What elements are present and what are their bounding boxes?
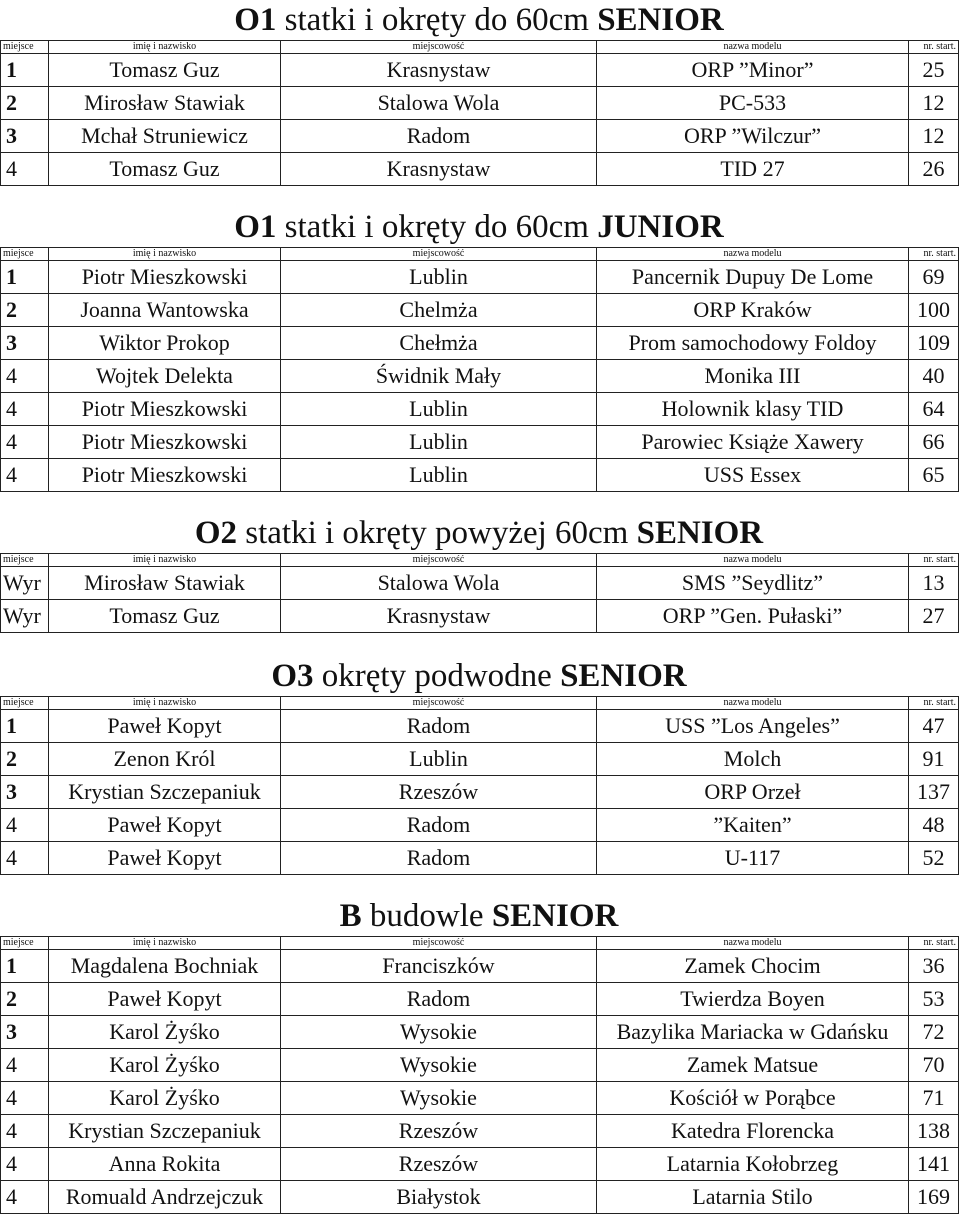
cell-city: Wysokie [281, 1016, 597, 1049]
table-row [1, 1049, 959, 1082]
section-code: B [339, 898, 362, 934]
cell-city: Krasnystaw [281, 153, 597, 186]
cell-city: Lublin [281, 393, 597, 426]
table-row [1, 950, 959, 983]
cell-place: 1 [1, 54, 49, 87]
results-table [0, 936, 959, 1214]
cell-nr: 47 [909, 710, 959, 743]
cell-model: SMS ”Seydlitz” [597, 567, 909, 600]
cell-model: Latarnia Stilo [597, 1181, 909, 1214]
table-row [1, 120, 959, 153]
cell-place: 2 [1, 87, 49, 120]
cell-name: Karol Żyśko [49, 1016, 281, 1049]
header-model: nazwa modelu [597, 937, 909, 950]
header-nr: nr. start. [909, 554, 959, 567]
table-row [1, 743, 959, 776]
cell-model: Holownik klasy TID [597, 393, 909, 426]
cell-city: Białystok [281, 1181, 597, 1214]
section-category: JUNIOR [597, 209, 724, 245]
cell-city: Rzeszów [281, 1115, 597, 1148]
cell-place: 4 [1, 1148, 49, 1181]
cell-nr: 13 [909, 567, 959, 600]
cell-name: Tomasz Guz [49, 54, 281, 87]
section-desc: statki i okręty do 60cm [284, 2, 589, 38]
header-model: nazwa modelu [597, 697, 909, 710]
table-header [1, 697, 959, 710]
cell-name: Tomasz Guz [49, 600, 281, 633]
cell-nr: 141 [909, 1148, 959, 1181]
cell-model: ORP Orzeł [597, 776, 909, 809]
cell-name: Wojtek Delekta [49, 360, 281, 393]
cell-place: 2 [1, 294, 49, 327]
cell-name: Karol Żyśko [49, 1082, 281, 1115]
cell-nr: 169 [909, 1181, 959, 1214]
cell-name: Piotr Mieszkowski [49, 426, 281, 459]
cell-city: Świdnik Mały [281, 360, 597, 393]
table-header [1, 41, 959, 54]
cell-city: Krasnystaw [281, 600, 597, 633]
cell-nr: 70 [909, 1049, 959, 1082]
cell-city: Krasnystaw [281, 54, 597, 87]
header-nr: nr. start. [909, 41, 959, 54]
cell-model: Prom samochodowy Foldoy [597, 327, 909, 360]
cell-name: Piotr Mieszkowski [49, 459, 281, 492]
table-header [1, 937, 959, 950]
cell-model: Zamek Chocim [597, 950, 909, 983]
cell-city: Radom [281, 710, 597, 743]
cell-name: Mirosław Stawiak [49, 87, 281, 120]
table-row [1, 776, 959, 809]
section-o2-senior [0, 513, 958, 633]
table-row [1, 1115, 959, 1148]
section-title [0, 513, 958, 553]
cell-model: Parowiec Książe Xawery [597, 426, 909, 459]
section-code: O2 [194, 515, 238, 551]
table-header [1, 248, 959, 261]
section-o3-senior [0, 656, 958, 875]
header-name: imię i nazwisko [49, 41, 281, 54]
section-b-senior [0, 896, 958, 1214]
cell-city: Lublin [281, 261, 597, 294]
cell-nr: 48 [909, 809, 959, 842]
cell-place: 2 [1, 983, 49, 1016]
cell-name: Mirosław Stawiak [49, 567, 281, 600]
cell-city: Chełmża [281, 327, 597, 360]
cell-place: 1 [1, 710, 49, 743]
cell-city: Rzeszów [281, 1148, 597, 1181]
cell-place: 1 [1, 950, 49, 983]
cell-model: ORP Kraków [597, 294, 909, 327]
table-row [1, 600, 959, 633]
table-row [1, 1016, 959, 1049]
cell-model: USS Essex [597, 459, 909, 492]
cell-nr: 36 [909, 950, 959, 983]
table-row [1, 87, 959, 120]
cell-nr: 64 [909, 393, 959, 426]
cell-place: 4 [1, 1082, 49, 1115]
cell-name: Mchał Struniewicz [49, 120, 281, 153]
header-place: miejsce [1, 697, 49, 710]
header-city: miejscowość [281, 554, 597, 567]
header-nr: nr. start. [909, 248, 959, 261]
cell-place: 4 [1, 1049, 49, 1082]
cell-nr: 53 [909, 983, 959, 1016]
section-desc: statki i okręty do 60cm [284, 209, 589, 245]
cell-model: Bazylika Mariacka w Gdańsku [597, 1016, 909, 1049]
section-o1-senior [0, 0, 958, 186]
header-name: imię i nazwisko [49, 937, 281, 950]
cell-model: Katedra Florencka [597, 1115, 909, 1148]
cell-model: Molch [597, 743, 909, 776]
cell-nr: 91 [909, 743, 959, 776]
cell-place: 3 [1, 776, 49, 809]
cell-place: 4 [1, 1115, 49, 1148]
cell-place: 2 [1, 743, 49, 776]
table-row [1, 567, 959, 600]
cell-model: Monika III [597, 360, 909, 393]
cell-nr: 69 [909, 261, 959, 294]
table-row [1, 426, 959, 459]
cell-name: Krystian Szczepaniuk [49, 776, 281, 809]
cell-city: Chelmża [281, 294, 597, 327]
table-row [1, 983, 959, 1016]
cell-place: 3 [1, 1016, 49, 1049]
cell-nr: 40 [909, 360, 959, 393]
section-title [0, 207, 958, 247]
cell-nr: 65 [909, 459, 959, 492]
header-city: miejscowość [281, 937, 597, 950]
cell-city: Radom [281, 983, 597, 1016]
cell-name: Romuald Andrzejczuk [49, 1181, 281, 1214]
cell-city: Wysokie [281, 1049, 597, 1082]
results-table [0, 553, 959, 633]
cell-model: ORP ”Gen. Pułaski” [597, 600, 909, 633]
results-table [0, 40, 959, 186]
section-code: O1 [234, 209, 277, 245]
cell-place: Wyr [1, 567, 49, 600]
header-place: miejsce [1, 554, 49, 567]
cell-name: Magdalena Bochniak [49, 950, 281, 983]
cell-nr: 138 [909, 1115, 959, 1148]
cell-city: Franciszków [281, 950, 597, 983]
section-category: SENIOR [636, 515, 764, 551]
section-code: O1 [234, 2, 277, 38]
header-model: nazwa modelu [597, 41, 909, 54]
cell-name: Paweł Kopyt [49, 710, 281, 743]
cell-nr: 12 [909, 87, 959, 120]
cell-city: Lublin [281, 459, 597, 492]
table-row [1, 261, 959, 294]
header-city: miejscowość [281, 41, 597, 54]
cell-name: Paweł Kopyt [49, 809, 281, 842]
cell-city: Lublin [281, 743, 597, 776]
header-place: miejsce [1, 41, 49, 54]
cell-name: Piotr Mieszkowski [49, 261, 281, 294]
cell-nr: 71 [909, 1082, 959, 1115]
cell-nr: 100 [909, 294, 959, 327]
header-model: nazwa modelu [597, 248, 909, 261]
cell-name: Zenon Król [49, 743, 281, 776]
cell-model: USS ”Los Angeles” [597, 710, 909, 743]
header-name: imię i nazwisko [49, 248, 281, 261]
cell-nr: 66 [909, 426, 959, 459]
cell-name: Anna Rokita [49, 1148, 281, 1181]
table-row [1, 393, 959, 426]
header-nr: nr. start. [909, 697, 959, 710]
cell-nr: 27 [909, 600, 959, 633]
section-category: SENIOR [597, 2, 724, 38]
table-row [1, 360, 959, 393]
cell-place: Wyr [1, 600, 49, 633]
table-row [1, 153, 959, 186]
cell-model: ORP ”Wilczur” [597, 120, 909, 153]
cell-name: Tomasz Guz [49, 153, 281, 186]
cell-city: Stalowa Wola [281, 567, 597, 600]
table-row [1, 1181, 959, 1214]
cell-model: Latarnia Kołobrzeg [597, 1148, 909, 1181]
table-row [1, 1082, 959, 1115]
cell-city: Radom [281, 120, 597, 153]
table-row [1, 54, 959, 87]
results-table [0, 696, 959, 875]
table-row [1, 327, 959, 360]
cell-name: Paweł Kopyt [49, 983, 281, 1016]
cell-place: 4 [1, 842, 49, 875]
cell-city: Lublin [281, 426, 597, 459]
cell-place: 4 [1, 459, 49, 492]
header-name: imię i nazwisko [49, 554, 281, 567]
header-model: nazwa modelu [597, 554, 909, 567]
cell-name: Wiktor Prokop [49, 327, 281, 360]
section-title [0, 0, 958, 40]
header-city: miejscowość [281, 248, 597, 261]
section-category: SENIOR [560, 658, 687, 694]
results-table [0, 247, 959, 492]
section-code: O3 [271, 658, 314, 694]
cell-name: Karol Żyśko [49, 1049, 281, 1082]
cell-model: U-117 [597, 842, 909, 875]
cell-nr: 25 [909, 54, 959, 87]
table-row [1, 842, 959, 875]
cell-place: 4 [1, 393, 49, 426]
section-o1-junior [0, 207, 958, 492]
cell-city: Rzeszów [281, 776, 597, 809]
header-place: miejsce [1, 248, 49, 261]
cell-name: Piotr Mieszkowski [49, 393, 281, 426]
cell-place: 3 [1, 120, 49, 153]
cell-model: TID 27 [597, 153, 909, 186]
cell-nr: 52 [909, 842, 959, 875]
cell-model: Twierdza Boyen [597, 983, 909, 1016]
cell-nr: 26 [909, 153, 959, 186]
cell-model: Zamek Matsue [597, 1049, 909, 1082]
cell-model: ”Kaiten” [597, 809, 909, 842]
cell-model: Kościół w Porąbce [597, 1082, 909, 1115]
cell-city: Wysokie [281, 1082, 597, 1115]
section-category: SENIOR [491, 898, 619, 934]
cell-name: Joanna Wantowska [49, 294, 281, 327]
cell-nr: 72 [909, 1016, 959, 1049]
section-desc: budowle [369, 898, 484, 934]
cell-place: 1 [1, 261, 49, 294]
cell-city: Stalowa Wola [281, 87, 597, 120]
cell-place: 4 [1, 426, 49, 459]
cell-place: 4 [1, 360, 49, 393]
cell-place: 4 [1, 153, 49, 186]
cell-name: Paweł Kopyt [49, 842, 281, 875]
table-header [1, 554, 959, 567]
cell-city: Radom [281, 842, 597, 875]
cell-model: Pancernik Dupuy De Lome [597, 261, 909, 294]
section-desc: okręty podwodne [321, 658, 552, 694]
cell-nr: 137 [909, 776, 959, 809]
header-name: imię i nazwisko [49, 697, 281, 710]
cell-place: 4 [1, 1181, 49, 1214]
cell-model: PC-533 [597, 87, 909, 120]
cell-place: 3 [1, 327, 49, 360]
table-row [1, 710, 959, 743]
cell-name: Krystian Szczepaniuk [49, 1115, 281, 1148]
cell-model: ORP ”Minor” [597, 54, 909, 87]
cell-nr: 109 [909, 327, 959, 360]
header-place: miejsce [1, 937, 49, 950]
header-city: miejscowość [281, 697, 597, 710]
cell-nr: 12 [909, 120, 959, 153]
cell-place: 4 [1, 809, 49, 842]
section-title [0, 896, 958, 936]
header-nr: nr. start. [909, 937, 959, 950]
cell-city: Radom [281, 809, 597, 842]
table-row [1, 294, 959, 327]
table-row [1, 1148, 959, 1181]
section-desc: statki i okręty powyżej 60cm [245, 515, 629, 551]
table-row [1, 459, 959, 492]
table-row [1, 809, 959, 842]
section-title [0, 656, 958, 696]
